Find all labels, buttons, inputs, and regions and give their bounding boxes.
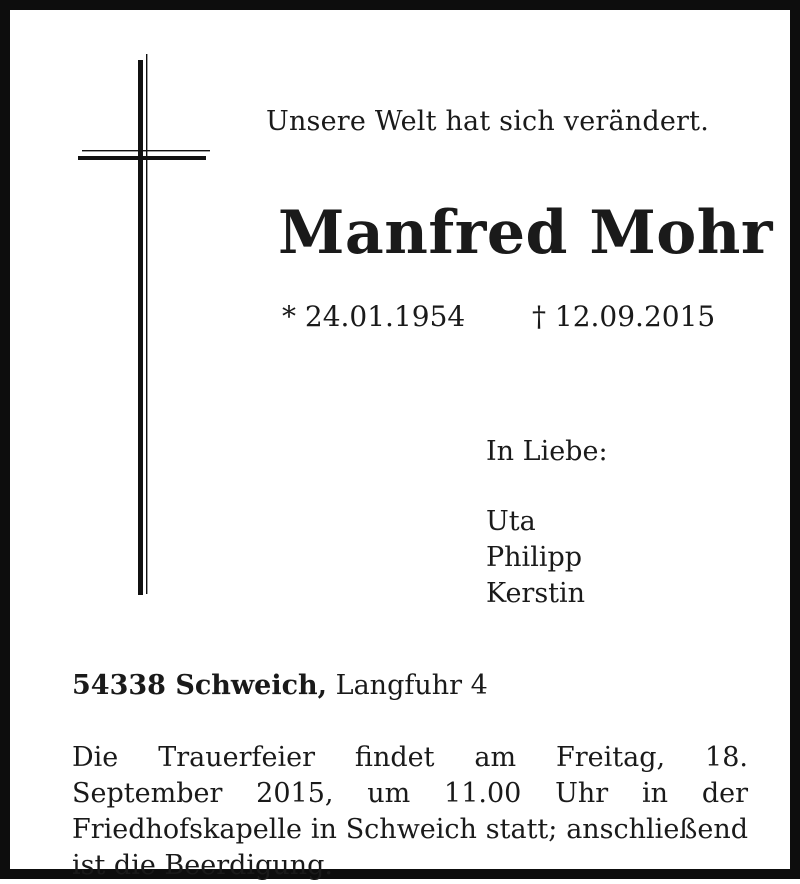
motto: Unsere Welt hat sich verändert. (266, 106, 709, 137)
birth-date: * 24.01.1954 (282, 300, 466, 333)
mourner-name: Kerstin (486, 578, 586, 609)
mourner-name: Uta (486, 506, 536, 537)
address-city: 54338 Schweich, (72, 670, 328, 701)
address-street: Langfuhr 4 (335, 670, 488, 701)
ceremony-info: Die Trauerfeier findet am Freitag, 18. September 2015, um 11.00 Uhr in der Friedhofskapelle in Schweich statt; anschließend ist die Beerdigung. (72, 742, 748, 881)
cross-icon (74, 54, 214, 599)
mourners-block (486, 434, 608, 612)
deceased-name: Manfred Mohr (278, 198, 774, 268)
address (72, 670, 488, 701)
mourner-name: Philipp (486, 542, 583, 573)
mourners-intro: In Liebe: (486, 436, 608, 467)
death-date: † 12.09.2015 (532, 300, 716, 333)
